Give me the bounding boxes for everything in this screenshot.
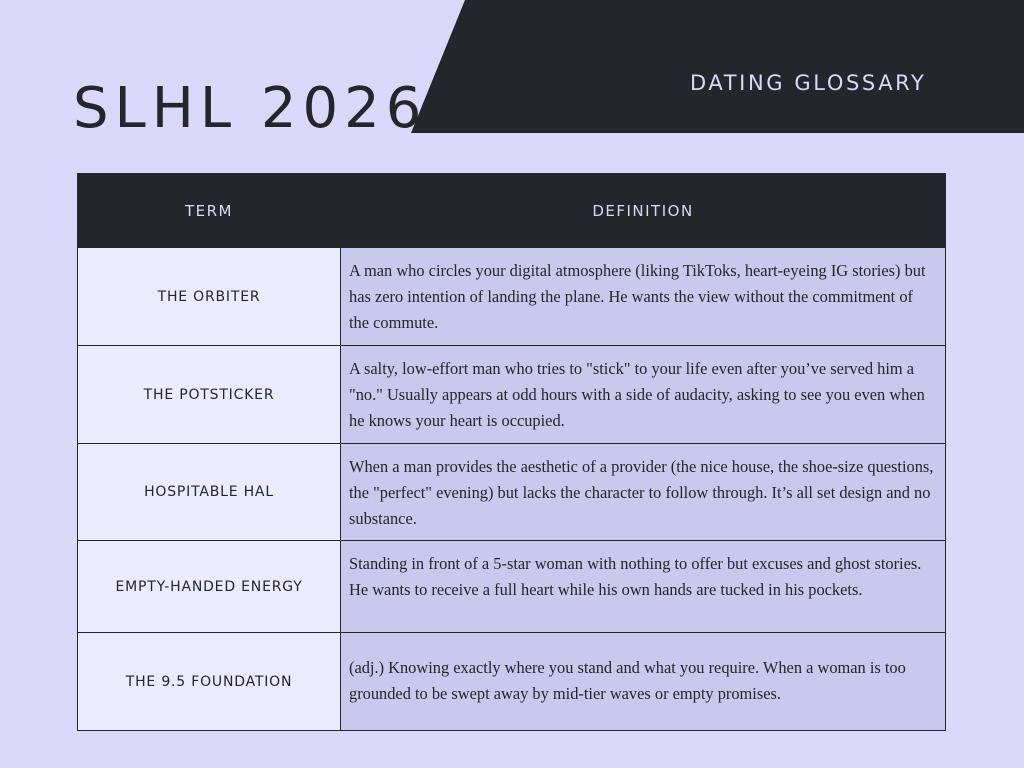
definition-cell: A man who circles your digital atmosphere (liking TikToks, heart-eyeing IG stories) but has zero intention of landing the plane. He wants the view without the commitment of the commute. — [341, 248, 946, 346]
column-header-definition: DEFINITION — [341, 174, 946, 248]
term-cell: HOSPITABLE HAL — [78, 444, 341, 541]
definition-cell: Standing in front of a 5-star woman with nothing to offer but excuses and ghost stories. He wants to receive a full heart while his own hands are tucked in his pockets. — [341, 541, 946, 633]
definition-cell: When a man provides the aesthetic of a provider (the nice house, the shoe-size questions, the "perfect" evening) but lacks the character to follow through. It’s all set design and no substance. — [341, 444, 946, 541]
page-subtitle: DATING GLOSSARY — [690, 71, 927, 95]
term-cell: EMPTY-HANDED ENERGY — [78, 541, 341, 633]
glossary-table — [77, 173, 946, 731]
page-title: SLHL 2026 — [73, 76, 428, 141]
table-row — [78, 248, 946, 346]
definition-cell: A salty, low-effort man who tries to "stick" to your life even after you’ve served him a "no." Usually appears at odd hours with a side of audacity, asking to see you even when he knows your heart is occupied. — [341, 346, 946, 444]
table-row — [78, 541, 946, 633]
table-body — [78, 248, 946, 731]
table-row — [78, 346, 946, 444]
term-cell: THE POTSTICKER — [78, 346, 341, 444]
table-header-row — [78, 174, 946, 248]
table-row — [78, 444, 946, 541]
definition-cell: (adj.) Knowing exactly where you stand and what you require. When a woman is too grounded to be swept away by mid-tier waves or empty promises. — [341, 633, 946, 731]
term-cell: THE ORBITER — [78, 248, 341, 346]
table-row — [78, 633, 946, 731]
table-header — [78, 174, 946, 248]
term-cell: THE 9.5 FOUNDATION — [78, 633, 341, 731]
column-header-term: TERM — [78, 174, 341, 248]
